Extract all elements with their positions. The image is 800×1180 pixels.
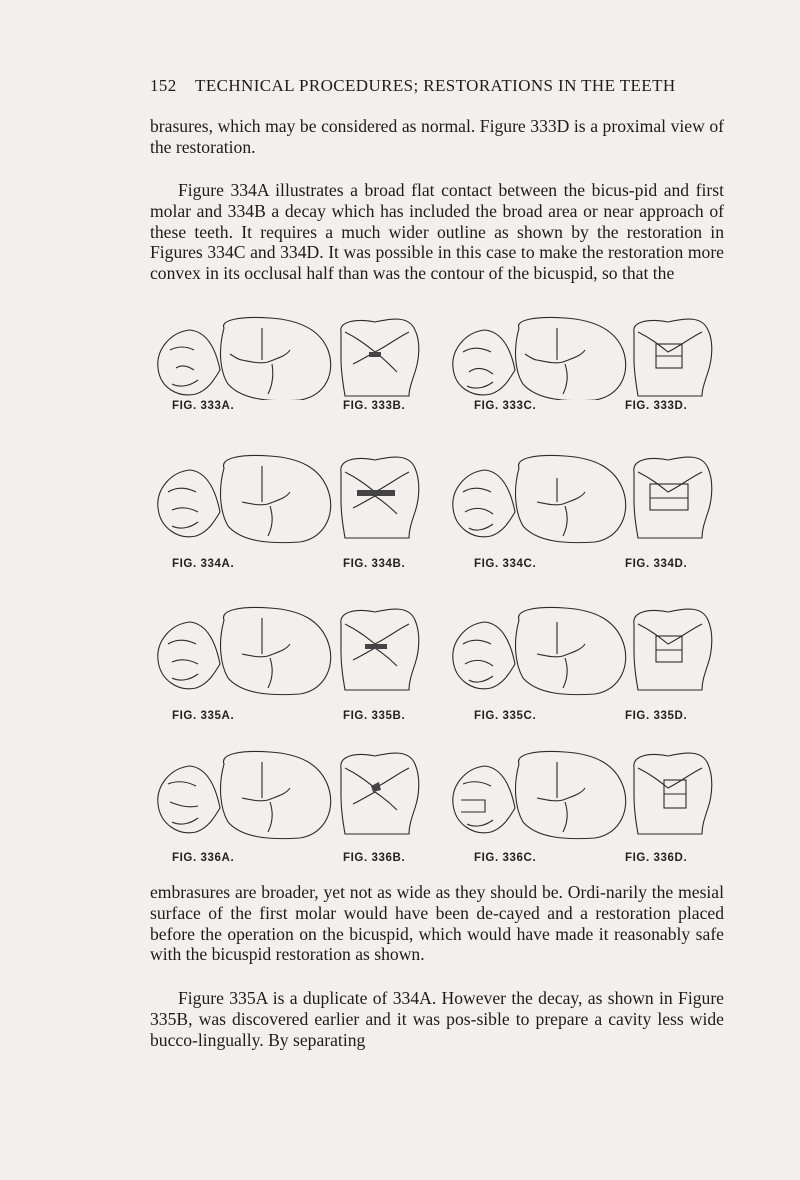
fig-334d-caption: FIG. 334D.: [625, 558, 688, 570]
fig-334a-drawing: [150, 448, 335, 548]
fig-335b-drawing: [335, 602, 425, 698]
fig-335b-caption: FIG. 335B.: [343, 710, 406, 722]
paragraph-3: embrasures are broader, yet not as wide as they should be. Ordi-narily the mesial surface of the first molar would have been de-cayed and a restoration placed before the operation on the bicuspid, which would have made it reasonably safe with the bicuspid restoration as shown.: [150, 882, 724, 965]
fig-335a-drawing: [150, 600, 335, 700]
fig-335a-caption: FIG. 335A.: [172, 710, 235, 722]
fig-334d-drawing: [628, 450, 718, 546]
fig-336c-caption: FIG. 336C.: [474, 852, 537, 864]
fig-336a-drawing: [150, 744, 335, 844]
fig-333b-drawing: [335, 312, 425, 402]
fig-333a-drawing: [150, 310, 335, 400]
fig-335c-caption: FIG. 335C.: [474, 710, 537, 722]
paragraph-2: Figure 334A illustrates a broad flat contact between the bicus-pid and first molar and 334B a decay which has included the broad area or near approach of these teeth. It requires a much wider outline as shown by the restoration in Figures 334C and 334D. It was possible in this case to make the restoration more convex in its occlusal half than was the contour of the bicuspid, so that the: [150, 180, 724, 284]
paragraph-4: Figure 335A is a duplicate of 334A. However the decay, as shown in Figure 335B, was discovered earlier and it was pos-sible to prepare a cavity less wide bucco-lingually. By separating: [150, 988, 724, 1050]
fig-336a-caption: FIG. 336A.: [172, 852, 235, 864]
fig-334c-drawing: [445, 448, 630, 548]
fig-335c-drawing: [445, 600, 630, 700]
paragraph-1: brasures, which may be considered as normal. Figure 333D is a proximal view of the restoration.: [150, 116, 724, 157]
fig-333a-caption: FIG. 333A.: [172, 400, 235, 412]
fig-333d-drawing: [628, 312, 718, 402]
fig-333d-caption: FIG. 333D.: [625, 400, 688, 412]
fig-336d-caption: FIG. 336D.: [625, 852, 688, 864]
fig-333c-caption: FIG. 333C.: [474, 400, 537, 412]
figure-plate: [150, 300, 730, 870]
running-head: [150, 76, 730, 96]
fig-334b-caption: FIG. 334B.: [343, 558, 406, 570]
page-number: 152: [150, 76, 177, 95]
fig-336d-drawing: [628, 746, 718, 842]
fig-333b-caption: FIG. 333B.: [343, 400, 406, 412]
running-title: TECHNICAL PROCEDURES; RESTORATIONS IN THE TEETH: [195, 76, 676, 95]
fig-333c-drawing: [445, 310, 630, 400]
fig-336b-caption: FIG. 336B.: [343, 852, 406, 864]
fig-334b-drawing: [335, 450, 425, 546]
fig-334a-caption: FIG. 334A.: [172, 558, 235, 570]
fig-335d-caption: FIG. 335D.: [625, 710, 688, 722]
fig-336c-drawing: [445, 744, 630, 844]
fig-335d-drawing: [628, 602, 718, 698]
fig-334c-caption: FIG. 334C.: [474, 558, 537, 570]
fig-336b-drawing: [335, 746, 425, 842]
